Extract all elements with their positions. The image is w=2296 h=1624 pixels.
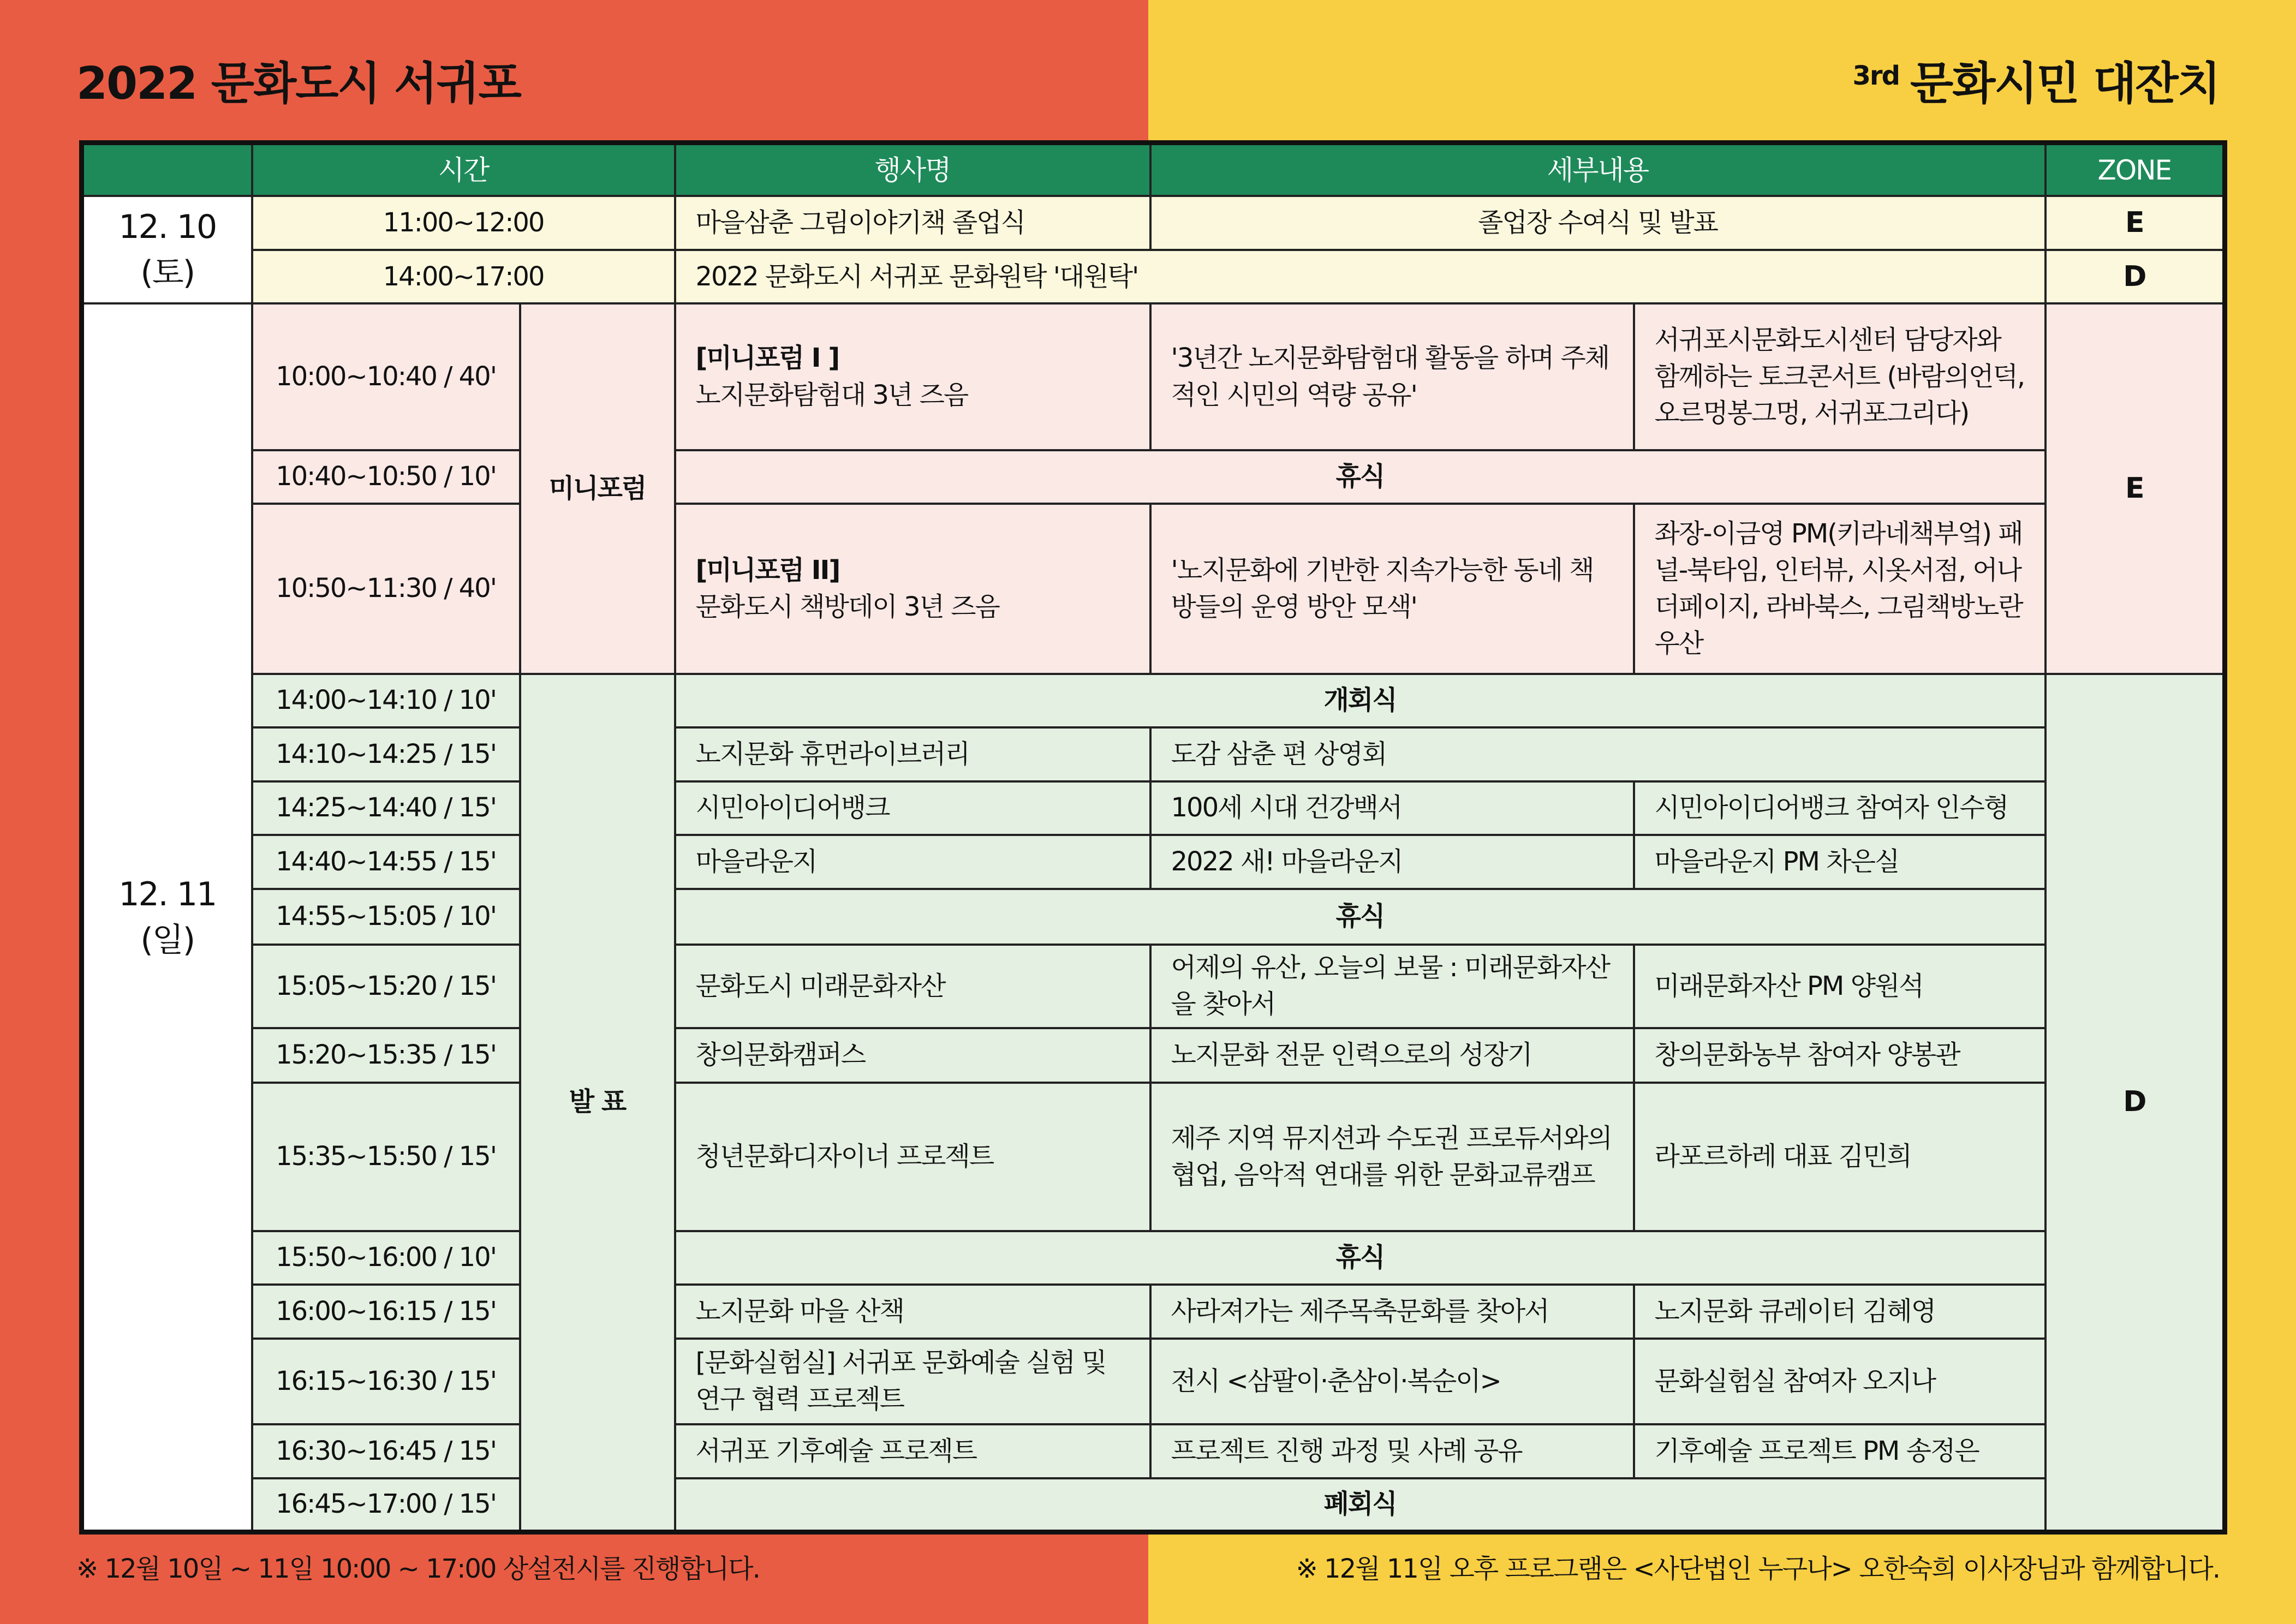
row-detail: '3년간 노지문화탐험대 활동을 하며 주체적인 시민의 역량 공유' (1150, 303, 1634, 450)
page-title: 2022 문화도시 서귀포 (76, 58, 521, 110)
row-time: 14:00~14:10 / 10' (252, 674, 520, 727)
event-title-text: 문화시민 대잔치 (1910, 58, 2220, 110)
row-detail: 사라져가는 제주목축문화를 찾아서 (1150, 1285, 1634, 1338)
table-row (82, 1339, 2225, 1425)
header-event: 행사명 (675, 143, 1150, 196)
row-zone: D (2045, 250, 2225, 303)
row-time: 15:05~15:20 / 15' (252, 945, 520, 1028)
row-time: 11:00~12:00 (252, 196, 675, 249)
row-detail: 제주 지역 뮤지션과 수도권 프로듀서와의 협업, 음악적 연대를 위한 문화교류캠프 (1150, 1083, 1634, 1231)
day1-weekday: (토) (140, 253, 195, 292)
forum-category: 미니포럼 (520, 303, 675, 673)
day2-date: 12. 11 (118, 875, 217, 913)
table-row (82, 1424, 2225, 1478)
forum-zone: E (2045, 303, 2225, 673)
edition-superscript: 3rd (1852, 61, 1899, 91)
row-event: 서귀포 기후예술 프로젝트 (675, 1424, 1150, 1478)
header-detail: 세부내용 (1150, 143, 2045, 196)
break-label: 휴식 (675, 889, 2045, 945)
table-row (82, 727, 2225, 781)
break-label: 휴식 (675, 450, 2045, 504)
row-people: 문화실험실 참여자 오지나 (1634, 1339, 2045, 1425)
day2-weekday: (일) (140, 921, 195, 959)
row-detail: '노지문화에 기반한 지속가능한 동네 책방들의 운영 방안 모색' (1150, 504, 1634, 674)
row-time: 14:40~14:55 / 15' (252, 835, 520, 888)
event-title (1853, 48, 2220, 112)
row-event: [문화실험실] 서귀포 문화예술 실험 및 연구 협력 프로젝트 (675, 1339, 1150, 1425)
row-detail: 어제의 유산, 오늘의 보물 : 미래문화자산을 찾아서 (1150, 945, 1634, 1028)
table-header-row (82, 143, 2225, 196)
row-time: 16:30~16:45 / 15' (252, 1424, 520, 1478)
header-time: 시간 (252, 143, 675, 196)
row-detail: 프로젝트 진행 과정 및 사례 공유 (1150, 1424, 1634, 1478)
row-time: 10:40~10:50 / 10' (252, 450, 520, 504)
day1-date: 12. 10 (118, 207, 217, 246)
row-event: 창의문화캠퍼스 (675, 1028, 1150, 1083)
row-time: 14:55~15:05 / 10' (252, 889, 520, 945)
row-time: 16:00~16:15 / 15' (252, 1285, 520, 1338)
header-zone: ZONE (2045, 143, 2225, 196)
row-people: 마을라운지 PM 차은실 (1634, 835, 2045, 888)
row-people: 창의문화농부 참여자 양봉관 (1634, 1028, 2045, 1083)
table-row (82, 1028, 2225, 1083)
break-label: 개회식 (675, 674, 2045, 727)
row-detail: 100세 시대 건강백서 (1150, 781, 1634, 835)
row-people: 기후예술 프로젝트 PM 송정은 (1634, 1424, 2045, 1478)
row-people: 라포르하레 대표 김민희 (1634, 1083, 2045, 1231)
footer-note-left: ※ 12월 10일 ~ 11일 10:00 ~ 17:00 상설전시를 진행합니다. (76, 1554, 760, 1584)
table-row (82, 1478, 2225, 1532)
table-row (82, 1231, 2225, 1285)
row-time: 16:45~17:00 / 15' (252, 1478, 520, 1532)
row-detail: 노지문화 전문 인력으로의 성장기 (1150, 1028, 1634, 1083)
forum-title: [미니포럼 I ] (695, 343, 839, 374)
row-event: 시민아이디어뱅크 (675, 781, 1150, 835)
table-row (82, 835, 2225, 888)
row-time: 15:35~15:50 / 15' (252, 1083, 520, 1231)
row-time: 14:25~14:40 / 15' (252, 781, 520, 835)
row-time: 10:00~10:40 / 40' (252, 303, 520, 450)
row-event: 노지문화 마을 산책 (675, 1285, 1150, 1338)
row-time: 10:50~11:30 / 40' (252, 504, 520, 674)
row-people: 서귀포시문화도시센터 담당자와 함께하는 토크콘서트 (바람의언덕, 오르멍봉그멍, 서귀포그리다) (1634, 303, 2045, 450)
table-row (82, 1083, 2225, 1231)
day2-date-cell (82, 303, 252, 1532)
row-detail: 2022 새! 마을라운지 (1150, 835, 1634, 888)
row-detail: 졸업장 수여식 및 발표 (1150, 196, 2045, 249)
row-zone: E (2045, 196, 2225, 249)
table-row (82, 303, 2225, 450)
table-row (82, 1285, 2225, 1338)
table-row (82, 674, 2225, 727)
table-row (82, 945, 2225, 1028)
row-event: 마을삼춘 그림이야기책 졸업식 (675, 196, 1150, 249)
table-row (82, 450, 2225, 504)
table-row (82, 889, 2225, 945)
presentation-zone: D (2045, 674, 2225, 1532)
row-event-cell (675, 303, 1150, 450)
table-row (82, 196, 2225, 249)
row-detail: 전시 <삼팔이·춘삼이·복순이> (1150, 1339, 1634, 1425)
row-people: 시민아이디어뱅크 참여자 인수형 (1634, 781, 2045, 835)
row-event: 노지문화탐험대 3년 즈음 (695, 379, 968, 410)
row-time: 15:50~16:00 / 10' (252, 1231, 520, 1285)
row-event: 문화도시 책방데이 3년 즈음 (695, 591, 999, 622)
day1-date-cell (82, 196, 252, 303)
row-event: 2022 문화도시 서귀포 문화원탁 '대원탁' (675, 250, 2045, 303)
footer-note-right: ※ 12월 11일 오후 프로그램은 <사단법인 누구나> 오한숙희 이사장님과 함께합니다. (1296, 1554, 2220, 1584)
row-event: 청년문화디자이너 프로젝트 (675, 1083, 1150, 1231)
header-empty-cell (82, 143, 252, 196)
row-event: 문화도시 미래문화자산 (675, 945, 1150, 1028)
row-time: 14:00~17:00 (252, 250, 675, 303)
row-time: 15:20~15:35 / 15' (252, 1028, 520, 1083)
row-people: 좌장-이금영 PM(키라네책부엌) 패널-북타임, 인터뷰, 시옷서점, 어나더페이지, 라바북스, 그림책방노란우산 (1634, 504, 2045, 674)
row-detail: 도감 삼춘 편 상영회 (1150, 727, 2045, 781)
presentation-category: 발 표 (520, 674, 675, 1532)
row-time: 14:10~14:25 / 15' (252, 727, 520, 781)
row-people: 미래문화자산 PM 양원석 (1634, 945, 2045, 1028)
forum-title: [미니포럼 II] (695, 554, 840, 586)
table-row (82, 250, 2225, 303)
table-row (82, 504, 2225, 674)
row-time: 16:15~16:30 / 15' (252, 1339, 520, 1425)
table-row (82, 781, 2225, 835)
row-event: 마을라운지 (675, 835, 1150, 888)
break-label: 휴식 (675, 1231, 2045, 1285)
row-event-cell (675, 504, 1150, 674)
row-people: 노지문화 큐레이터 김혜영 (1634, 1285, 2045, 1338)
row-event: 노지문화 휴먼라이브러리 (675, 727, 1150, 781)
schedule-table (79, 140, 2227, 1535)
break-label: 폐회식 (675, 1478, 2045, 1532)
